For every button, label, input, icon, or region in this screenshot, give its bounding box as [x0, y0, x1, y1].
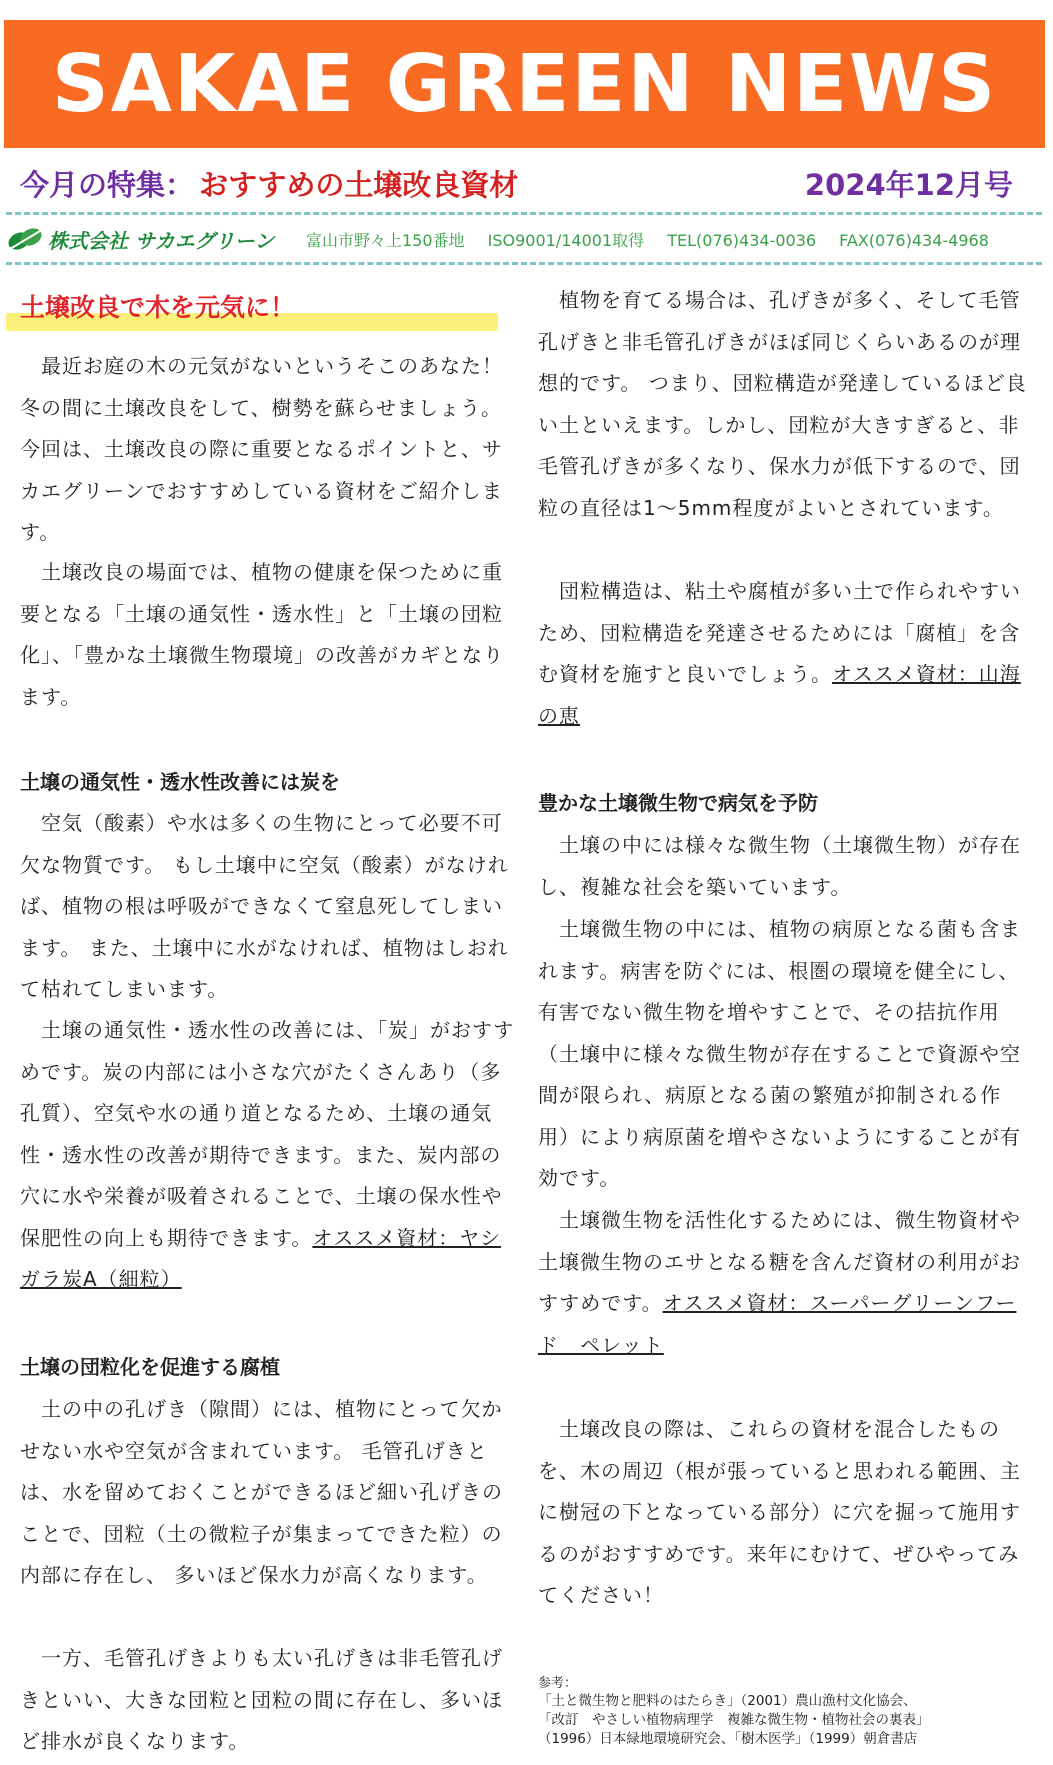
- microbes-paragraph-2: 土壌微生物の中には、植物の病原となる菌も含まれます。病害を防ぐには、根圏の環境を健全にし、有害でない微生物を増やすことで、その拮抗作用（土壌中に様々な微生物が存在することで資源や空間が限られ、病原となる菌の繁殖が抑制される作用）により病原菌を増やさないようにすることが有効です。: [538, 917, 1021, 1190]
- intro-paragraph: 土壌改良の場面では、植物の健康を保つために重要となる「土壌の通気性・透水性」と「土壌の団粒化」、「豊かな土壌微生物環境」の改善がカギとなります。: [20, 560, 504, 709]
- microbes-text: 土壌微生物を活性化するためには、微生物資材や土壌微生物のエサとなる糖を含んだ資材の利用がおすすめです。: [538, 1208, 1021, 1315]
- masthead-banner: [4, 20, 1045, 148]
- divider-top: [6, 212, 1042, 215]
- reference-item: 「土と微生物と肥料のはたらき」（2001）農山漁村文化協会、: [538, 1693, 917, 1709]
- reference-item: （1996）日本緑地環境研究会、「樹木医学」（1999）朝倉書店: [538, 1731, 918, 1747]
- logo-text: 株式会社 サカエグリーン: [48, 228, 275, 253]
- recommend-link-charcoal[interactable]: オススメ資材：ヤシガラ炭A（細粒）: [20, 1225, 502, 1291]
- issue-date: 2024年12月号: [804, 168, 1013, 202]
- recommend-link-microbes[interactable]: オススメ資材：スーパーグリーンフード ペレット: [538, 1291, 1017, 1357]
- humus-paragraph-2: 一方、毛管孔げきよりも太い孔げきは非毛管孔げきといい、大きな団粒と団粒の間に存在し、多いほど排水が良くなります。: [20, 1646, 503, 1753]
- charcoal-paragraph-1: 空気（酸素）や水は多くの生物にとって必要不可欠な物質です。 もし土壌中に空気（酸素）がなければ、植物の根は呼吸ができなくて窒息死してしまいます。 また、土壌中に水がなければ、植物はしおれて枯れてしまいます。: [20, 811, 509, 1001]
- humus-paragraph-3: 植物を育てる場合は、孔げきが多く、そして毛管孔げきと非毛管孔げきがほぼ同じくらいあるのが理想的です。 つまり、団粒構造が発達しているほど良い土といえます。しかし、団粒が大きすぎると、非毛管孔げきが多くなり、保水力が低下するので、団粒の直径は1〜5mm程度がよいとされています。: [538, 288, 1027, 520]
- article-title: 土壌改良で木を元気に！: [20, 293, 296, 322]
- company-address: 富山市野々上150番地: [306, 231, 465, 250]
- closing-paragraph: 土壌改良の際は、これらの資材を混合したものを、木の周辺（根が張っていると思われる範囲、主に樹冠の下となっている部分）に穴を掘って施用するのがおすすめです。来年にむけて、ぜひやってみてください！: [538, 1417, 1021, 1607]
- humus-paragraph-4: [538, 571, 1030, 737]
- references-list: [538, 1692, 930, 1749]
- references-label: 参考：: [538, 1676, 578, 1691]
- issue-row: [20, 163, 1040, 207]
- section-heading-microbes: 豊かな土壌微生物で病気を予防: [538, 791, 818, 815]
- humus-paragraph-1: 土の中の孔げき（隙間）には、植物にとって欠かせない水や空気が含まれています。 毛管孔げきとは、水を留めておくことができるほど細い孔げきのことで、団粒（土の微粒子が集まってできた粒）の内部に存在し、 多いほど保水力が高くなります。: [20, 1397, 503, 1587]
- leaf-logo-icon: [6, 225, 44, 253]
- reference-item: 「改訂 やさしい植物病理学 複雑な微生物・植物社会の裏表」: [538, 1712, 930, 1728]
- humus-text: 団粒構造は、粘土や腐植が多い土で作られやすいため、団粒構造を発達させるためには「腐植」を含む資材を施すと良いでしょう。: [538, 579, 1021, 686]
- company-fax: FAX(076)434-4968: [839, 231, 989, 250]
- company-logo: [6, 224, 274, 254]
- feature-prefix: 今月の特集：: [20, 168, 195, 202]
- company-iso: ISO9001/14001取得: [487, 231, 645, 250]
- charcoal-text: 土壌の通気性・透水性の改善には、「炭」がおすすめです。炭の内部には小さな穴がたくさんあり（多孔質）、空気や水の通り道となるため、土壌の通気性・透水性の改善が期待できます。また、炭内部の穴に水や栄養が吸着されることで、土壌の保水性や保肥性の向上も期待できます。: [20, 1018, 515, 1250]
- masthead-title: SAKAE GREEN NEWS: [51, 38, 998, 130]
- lead-paragraph: 最近お庭の木の元気がないというそこのあなた！冬の間に土壌改良をして、樹勢を蘇らせましょう。今回は、土壌改良の際に重要となるポイントと、サカエグリーンでおすすめしている資材をご紹介します。: [20, 354, 503, 544]
- section-heading-charcoal: 土壌の通気性・透水性改善には炭を: [20, 770, 340, 794]
- charcoal-paragraph-2: [20, 1010, 516, 1301]
- feature-title: おすすめの土壌改良資材: [199, 168, 519, 202]
- section-heading-humus: 土壌の団粒化を促進する腐植: [20, 1355, 280, 1379]
- microbes-paragraph-3: [538, 1200, 1030, 1366]
- company-row: [6, 224, 1046, 254]
- company-tel: TEL(076)434-0036: [667, 231, 817, 250]
- microbes-paragraph-1: 土壌の中には様々な微生物（土壌微生物）が存在し、複雑な社会を築いています。: [538, 833, 1021, 899]
- divider-bottom: [6, 262, 1042, 265]
- company-info: [306, 228, 1007, 251]
- recommend-link-humus[interactable]: オススメ資材：山海の恵: [538, 662, 1021, 728]
